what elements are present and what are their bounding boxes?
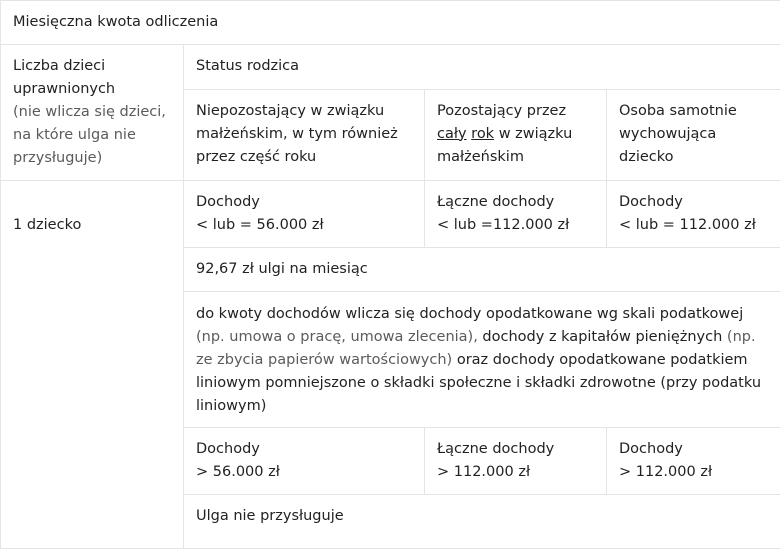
- title-row: [1, 1, 780, 45]
- children-count-label: Liczba dzieci uprawnionych: [13, 55, 171, 101]
- children-count-one: 1 dziecko: [1, 181, 184, 549]
- income-note-part-3: oraz: [452, 352, 488, 368]
- parent-status-header: Status rodzica: [184, 45, 780, 90]
- income-over-value: > 112.000 zł: [437, 461, 594, 484]
- income-limit-label: Łączne dochody: [437, 191, 594, 214]
- income-note-example-1: (np. umowa o pracę, umowa zlecenia),: [196, 329, 478, 345]
- income-limit-label: Dochody: [196, 191, 412, 214]
- income-note-part-2: dochody z kapitałów pieniężnych: [478, 329, 722, 345]
- table-title: Miesięczna kwota odliczenia: [1, 1, 780, 45]
- income-limit-row: [1, 181, 780, 248]
- income-over-label: Dochody: [619, 438, 768, 461]
- income-over-value: > 112.000 zł: [619, 461, 768, 484]
- income-note-part-4: dochody opodatkowane podatkiem liniowym pomniejszone o składki społeczne i składki zdrowotne (przy podatku liniowym): [196, 352, 761, 414]
- income-limit-value: < lub =112.000 zł: [437, 214, 594, 237]
- income-over-single-parent: [607, 428, 780, 495]
- children-count-header: [1, 45, 184, 181]
- income-over-unmarried: [184, 428, 425, 495]
- underlined-word-rok: rok: [471, 126, 494, 142]
- income-over-value: > 56.000 zł: [196, 461, 412, 484]
- income-limit-value: < lub = 56.000 zł: [196, 214, 412, 237]
- status-married-text-start: Pozostający przez: [437, 103, 566, 119]
- income-limit-married: [425, 181, 607, 248]
- income-limit-single-parent: [607, 181, 780, 248]
- income-limit-label: Dochody: [619, 191, 768, 214]
- income-note-part-1: do kwoty dochodów wlicza się dochody opodatkowane wg skali podatkowej: [196, 306, 743, 322]
- relief-amount: 92,67 zł ulgi na miesiąc: [184, 248, 780, 292]
- income-over-label: Dochody: [196, 438, 412, 461]
- status-married-text-end: w związku małżeńskim: [437, 126, 572, 165]
- children-count-note: (nie wlicza się dzieci, na które ulga nie przysługuje): [13, 101, 171, 170]
- status-married: [425, 89, 607, 180]
- income-over-married: [425, 428, 607, 495]
- income-note-example-2: (np. ze zbycia papierów wartościowych): [196, 329, 756, 368]
- underlined-word-caly: cały: [437, 126, 467, 142]
- no-relief: Ulga nie przysługuje: [184, 495, 780, 549]
- income-limit-unmarried: [184, 181, 425, 248]
- income-limit-value: < lub = 112.000 zł: [619, 214, 768, 237]
- income-over-label: Łączne dochody: [437, 438, 594, 461]
- status-single-parent: Osoba samotnie wychowująca dziecko: [607, 89, 780, 180]
- status-unmarried: Niepozostający w związku małżeńskim, w tym również przez część roku: [184, 89, 425, 180]
- income-note: [184, 292, 780, 428]
- status-header-row: [1, 45, 780, 90]
